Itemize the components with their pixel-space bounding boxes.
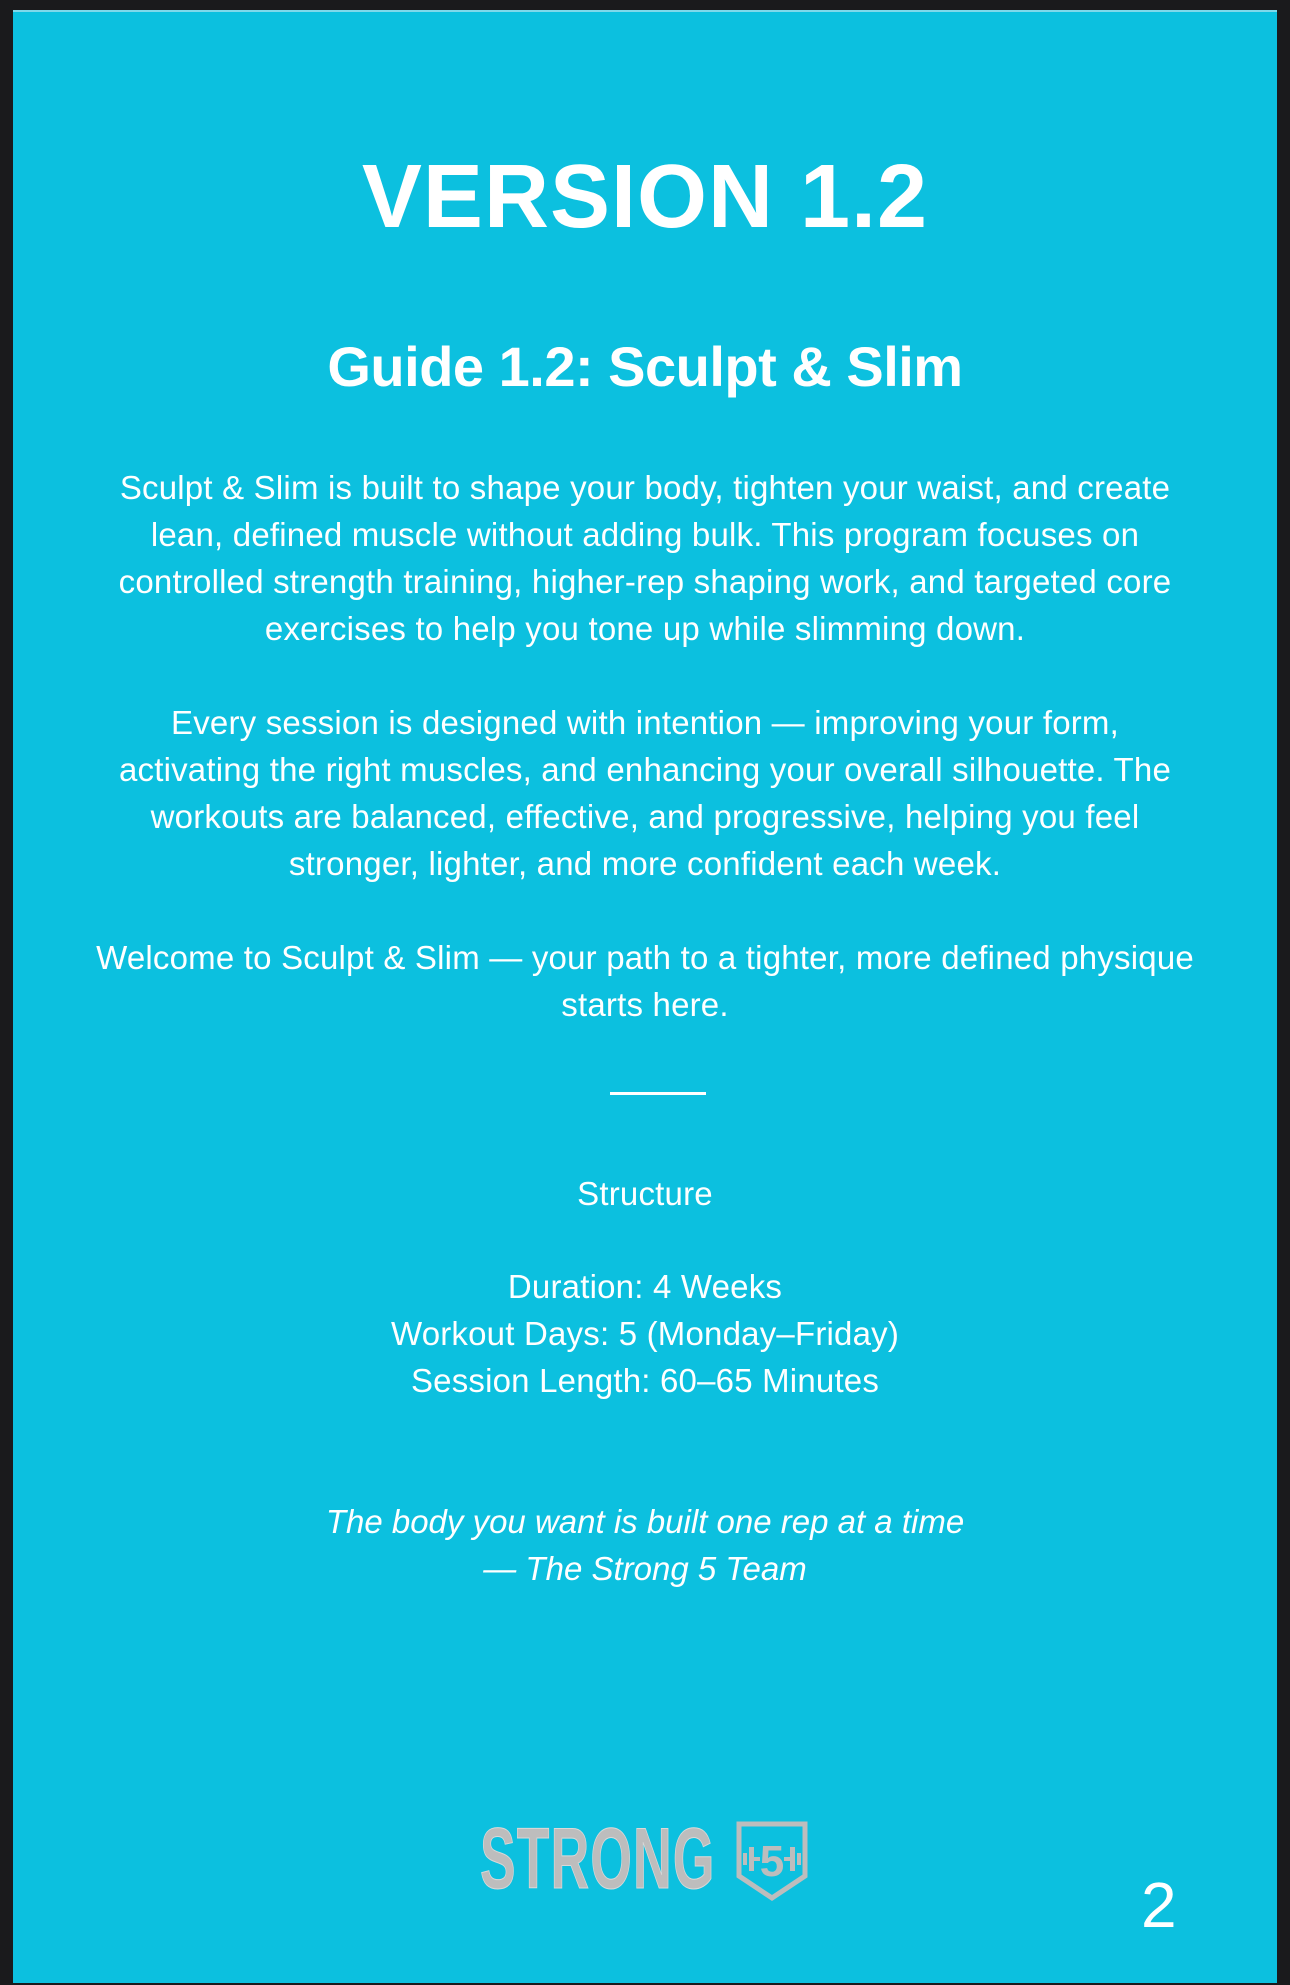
structure-heading: Structure xyxy=(577,1175,713,1212)
intro-paragraph-1-line-1: Sculpt & Slim is built to shape your body, tighten your waist, and create xyxy=(119,469,1171,506)
strong5-logo xyxy=(480,1811,810,1908)
intro-paragraph-2-line-4: stronger, lighter, and more confident each week. xyxy=(288,845,1002,882)
structure-workout-days: Workout Days: 5 (Monday–Friday) xyxy=(390,1315,900,1352)
page-number: 2 xyxy=(1141,1869,1177,1941)
intro-paragraph-3-line-1: Welcome to Sculpt & Slim — your path to a tighter, more defined physique xyxy=(96,939,1194,976)
structure-duration: Duration: 4 Weeks xyxy=(507,1268,783,1305)
intro-paragraph-1-line-3: controlled strength training, higher-rep shaping work, and targeted core xyxy=(118,563,1172,600)
intro-paragraph-3-line-2: starts here. xyxy=(561,986,729,1023)
motivational-quote: The body you want is built one rep at a time xyxy=(325,1503,965,1540)
intro-paragraph-1-line-2: lean, defined muscle without adding bulk. This program focuses on xyxy=(150,516,1140,553)
page-title: VERSION 1.2 xyxy=(361,147,929,247)
shield-dumbbell-icon xyxy=(735,1820,809,1902)
document-page xyxy=(13,10,1277,1983)
intro-paragraph-2-line-2: activating the right muscles, and enhancing your overall silhouette. The xyxy=(118,751,1172,788)
intro-paragraph-2-line-3: workouts are balanced, effective, and progressive, helping you feel xyxy=(150,798,1140,835)
intro-paragraph-1-line-4: exercises to help you tone up while slimming down. xyxy=(264,610,1026,647)
logo-wordmark: STRONG xyxy=(480,1811,716,1907)
section-divider xyxy=(610,1092,706,1095)
guide-subtitle: Guide 1.2: Sculpt & Slim xyxy=(327,335,963,398)
svg-text:5: 5 xyxy=(759,1837,785,1886)
intro-paragraph-2-line-1: Every session is designed with intention — improving your form, xyxy=(170,704,1119,741)
quote-attribution: — The Strong 5 Team xyxy=(483,1550,807,1587)
structure-session-length: Session Length: 60–65 Minutes xyxy=(410,1362,880,1399)
